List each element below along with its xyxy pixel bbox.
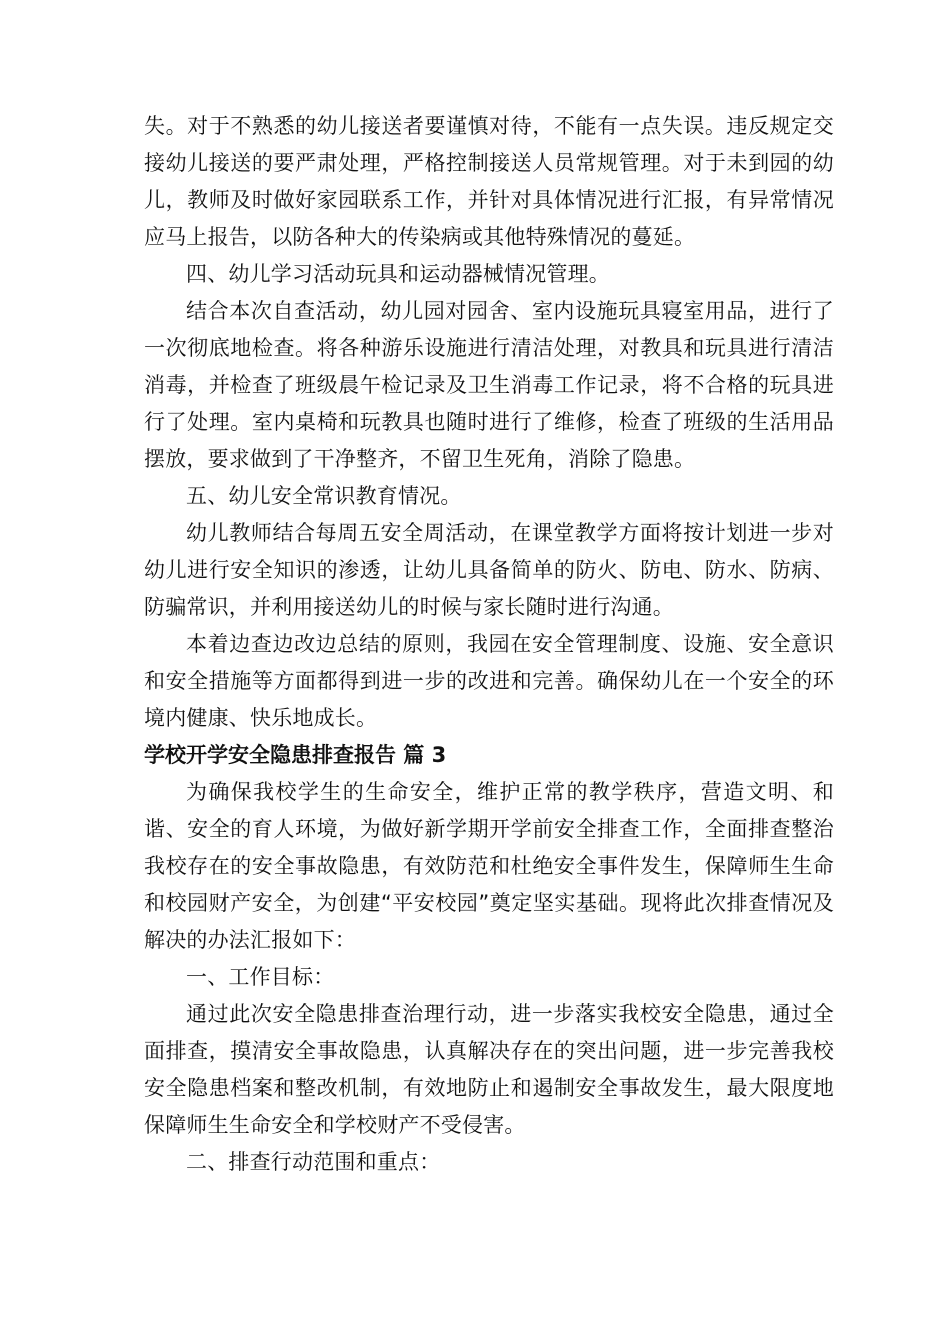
paragraph: 失。对于不熟悉的幼儿接送者要谨慎对待，不能有一点失误。违反规定交接幼儿接送的要严肃处理，严格控制接送人员常规管理。对于未到园的幼儿，教师及时做好家园联系工作，并针对具体情况进行汇报，有异常情况应马上报告，以防各种大的传染病或其他特殊情况的蔓延。 [144, 114, 834, 249]
section-heading: 四、幼儿学习活动玩具和运动器械情况管理。 [186, 262, 610, 286]
section-heading: 五、幼儿安全常识教育情况。 [186, 484, 462, 508]
document-body [144, 108, 834, 1181]
section-heading: 二、排查行动范围和重点： [186, 1150, 441, 1174]
paragraph: 本着边查边改边总结的原则，我园在安全管理制度、设施、安全意识和安全措施等方面都得到进一步的改进和完善。确保幼儿在一个安全的环境内健康、快乐地成长。 [144, 632, 834, 730]
paragraph: 结合本次自查活动，幼儿园对园舍、室内设施玩具寝室用品，进行了一次彻底地检查。将各种游乐设施进行清洁处理，对教具和玩具进行清洁消毒，并检查了班级晨午检记录及卫生消毒工作记录，将不合格的玩具进行了处理。室内桌椅和玩教具也随时进行了维修，检查了班级的生活用品摆放，要求做到了干净整齐，不留卫生死角，消除了隐患。 [144, 299, 834, 471]
paragraph: 通过此次安全隐患排查治理行动，进一步落实我校安全隐患，通过全面排查，摸清安全事故隐患，认真解决存在的突出问题，进一步完善我校安全隐患档案和整改机制，有效地防止和遏制安全事故发生，最大限度地保障师生生命安全和学校财产不受侵害。 [144, 1002, 834, 1137]
paragraph: 幼儿教师结合每周五安全周活动，在课堂教学方面将按计划进一步对幼儿进行安全知识的渗透，让幼儿具备简单的防火、防电、防水、防病、防骗常识，并利用接送幼儿的时候与家长随时进行沟通。 [144, 521, 834, 619]
article-title: 学校开学安全隐患排查报告 篇 3 [144, 743, 447, 767]
section-heading: 一、工作目标： [186, 965, 335, 989]
paragraph: 为确保我校学生的生命安全，维护正常的教学秩序，营造文明、和谐、安全的育人环境，为做好新学期开学前安全排查工作，全面排查整治我校存在的安全事故隐患，有效防范和杜绝安全事件发生，保障师生生命和校园财产安全，为创建“平安校园”奠定坚实基础。现将此次排查情况及解决的办法汇报如下： [144, 780, 834, 952]
